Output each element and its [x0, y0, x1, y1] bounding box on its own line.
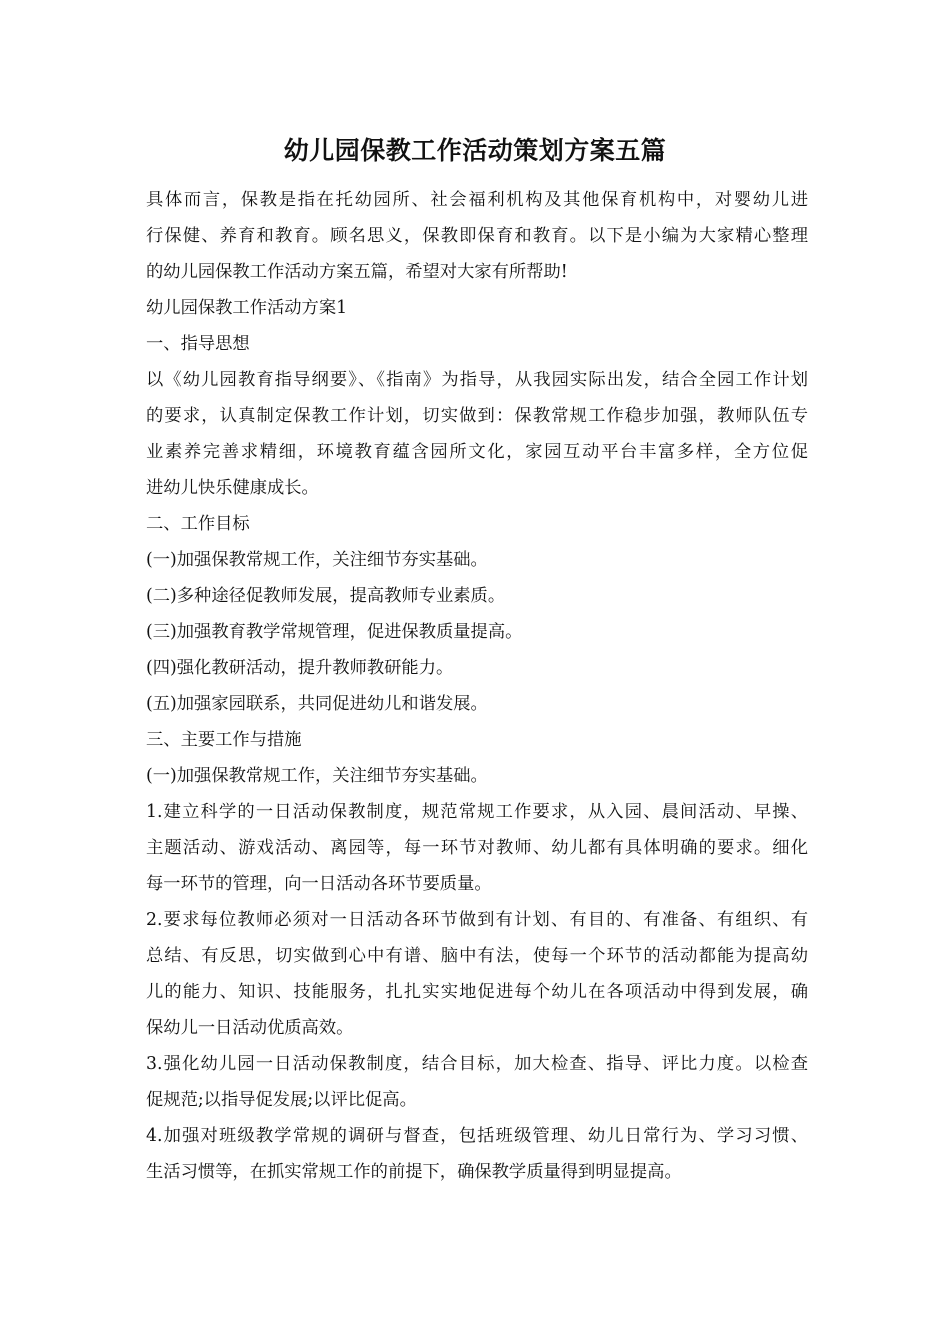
text-line: 的幼儿园保教工作活动方案五篇，希望对大家有所帮助!	[146, 262, 568, 282]
document-body	[146, 182, 808, 1190]
text-line: 每一环节的管理，向一日活动各环节要质量。	[146, 874, 492, 894]
text-line: 一、指导思想	[146, 334, 250, 354]
text-line: 2.要求每位教师必须对一日活动各环节做到有计划、有目的、有准备、有组织、有	[146, 910, 808, 930]
text-line: (一)加强保教常规工作，关注细节夯实基础。	[146, 766, 488, 786]
text-line: 行保健、养育和教育。顾名思义，保教即保育和教育。以下是小编为大家精心整理	[146, 226, 808, 246]
text-line: 保幼儿一日活动优质高效。	[146, 1018, 354, 1038]
text-line: (四)强化教研活动，提升教师教研能力。	[146, 658, 454, 678]
text-line: 二、工作目标	[146, 514, 250, 534]
text-line: 具体而言，保教是指在托幼园所、社会福利机构及其他保育机构中，对婴幼儿进	[146, 190, 808, 210]
text-line: (三)加强教育教学常规管理，促进保教质量提高。	[146, 622, 523, 642]
text-line: 幼儿园保教工作活动方案1	[146, 298, 348, 318]
text-line: 生活习惯等，在抓实常规工作的前提下，确保教学质量得到明显提高。	[146, 1162, 682, 1182]
text-line: 业素养完善求精细，环境教育蕴含园所文化，家园互动平台丰富多样，全方位促	[146, 442, 808, 462]
text-line: (五)加强家园联系，共同促进幼儿和谐发展。	[146, 694, 488, 714]
text-line: 促规范;以指导促发展;以评比促高。	[146, 1090, 417, 1110]
text-line: 三、主要工作与措施	[146, 730, 302, 750]
text-line: 进幼儿快乐健康成长。	[146, 478, 319, 498]
text-line: 4.加强对班级教学常规的调研与督查，包括班级管理、幼儿日常行为、学习习惯、	[146, 1126, 808, 1146]
text-line: 以《幼儿园教育指导纲要》、《指南》为指导，从我园实际出发，结合全园工作计划	[146, 370, 808, 390]
text-line: 1.建立科学的一日活动保教制度，规范常规工作要求，从入园、晨间活动、早操、	[146, 802, 808, 822]
text-line: 主题活动、游戏活动、离园等，每一环节对教师、幼儿都有具体明确的要求。细化	[146, 838, 808, 858]
text-line: (一)加强保教常规工作，关注细节夯实基础。	[146, 550, 488, 570]
text-line: 3.强化幼儿园一日活动保教制度，结合目标，加大检查、指导、评比力度。以检查	[146, 1054, 808, 1074]
text-line: 总结、有反思，切实做到心中有谱、脑中有法，使每一个环节的活动都能为提高幼	[146, 946, 808, 966]
text-line: (二)多种途径促教师发展，提高教师专业素质。	[146, 586, 506, 606]
text-line: 儿的能力、知识、技能服务，扎扎实实地促进每个幼儿在各项活动中得到发展，确	[146, 982, 808, 1002]
text-line: 的要求，认真制定保教工作计划，切实做到：保教常规工作稳步加强，教师队伍专	[146, 406, 808, 426]
document-title: 幼儿园保教工作活动策划方案五篇	[283, 136, 667, 165]
